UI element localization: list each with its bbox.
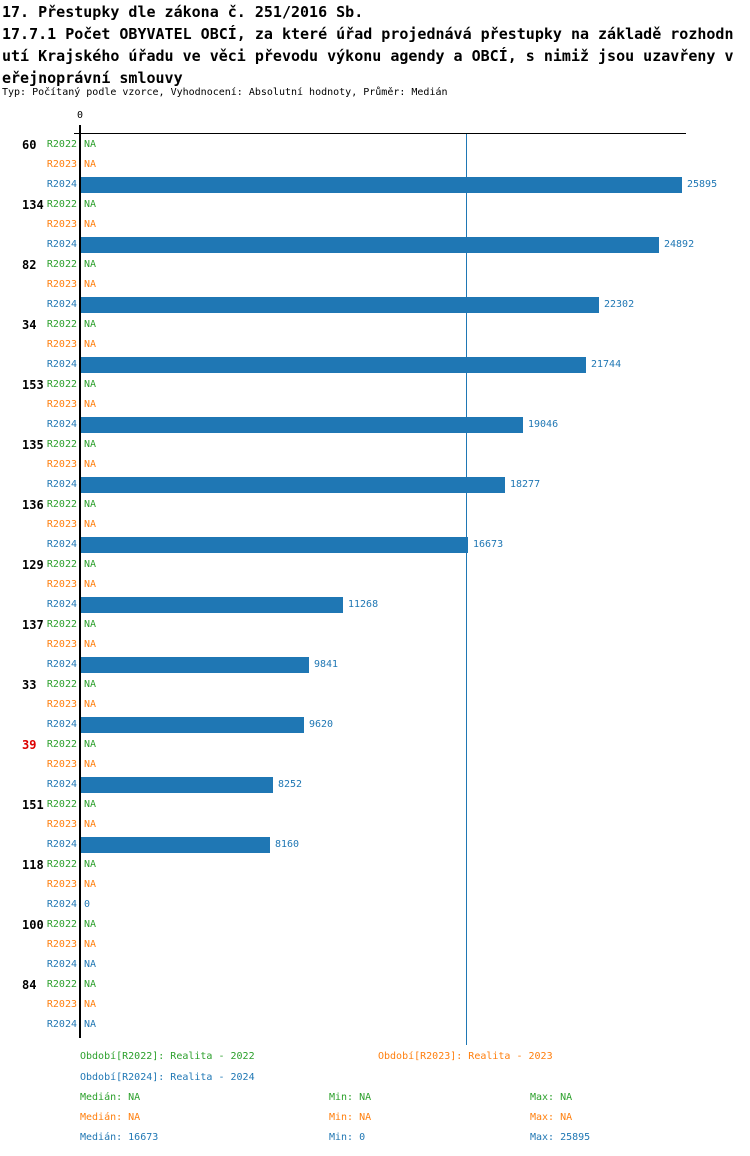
value-bar [81, 297, 599, 313]
series-label: R2024 [46, 1019, 77, 1030]
series-row [0, 835, 750, 855]
series-row [0, 655, 750, 675]
na-value-label: NA [84, 379, 97, 390]
stat-min-r2024: Min: 0 [329, 1132, 366, 1143]
value-bar [81, 237, 659, 253]
series-row [0, 175, 750, 195]
na-value-label: NA [84, 1019, 97, 1030]
na-value-label: NA [84, 679, 97, 690]
series-row [0, 515, 750, 535]
group-label: 137 [22, 618, 44, 632]
series-label: R2023 [46, 699, 77, 710]
bar-group [0, 495, 750, 555]
series-row [0, 535, 750, 555]
na-value-label: NA [84, 219, 97, 230]
series-row [0, 195, 750, 215]
series-row [0, 775, 750, 795]
na-value-label: NA [84, 859, 97, 870]
series-label: R2023 [46, 819, 77, 830]
series-label: R2022 [46, 499, 77, 510]
series-row [0, 135, 750, 155]
legend-item-r2022: Období[R2022]: Realita - 2022 [80, 1051, 255, 1062]
na-value-label: NA [84, 199, 97, 210]
group-label: 118 [22, 858, 44, 872]
value-bar [81, 177, 682, 193]
group-label: 129 [22, 558, 44, 572]
legend-item-r2024: Období[R2024]: Realita - 2024 [80, 1072, 255, 1083]
na-value-label: NA [84, 339, 97, 350]
na-value-label: NA [84, 499, 97, 510]
value-bar [81, 657, 309, 673]
value-bar [81, 777, 273, 793]
na-value-label: NA [84, 739, 97, 750]
na-value-label: NA [84, 939, 97, 950]
series-label: R2024 [46, 299, 77, 310]
na-value-label: NA [84, 459, 97, 470]
series-row [0, 315, 750, 335]
series-row [0, 275, 750, 295]
na-value-label: NA [84, 139, 97, 150]
series-row [0, 475, 750, 495]
value-bar [81, 717, 304, 733]
bar-value-label: 16673 [473, 539, 504, 550]
na-value-label: NA [84, 259, 97, 270]
series-row [0, 455, 750, 475]
series-row [0, 1015, 750, 1035]
group-label: 33 [22, 678, 37, 692]
na-value-label: NA [84, 979, 97, 990]
bar-group [0, 615, 750, 675]
series-label: R2023 [46, 999, 77, 1010]
na-value-label: NA [84, 279, 97, 290]
series-row [0, 415, 750, 435]
series-row [0, 875, 750, 895]
bar-value-label: 22302 [604, 299, 635, 310]
value-bar [81, 537, 468, 553]
series-label: R2023 [46, 459, 77, 470]
series-label: R2022 [46, 619, 77, 630]
stat-max-r2023: Max: NA [530, 1112, 573, 1123]
na-value-label: NA [84, 619, 97, 630]
group-label: 60 [22, 138, 37, 152]
series-label: R2023 [46, 519, 77, 530]
series-row [0, 155, 750, 175]
na-value-label: NA [84, 999, 97, 1010]
series-label: R2023 [46, 759, 77, 770]
stat-min-r2023: Min: NA [329, 1112, 372, 1123]
group-label: 135 [22, 438, 44, 452]
report-subtitle: Typ: Počítaný podle vzorce, Vyhodnocení: Absolutní hodnoty, Průměr: Medián [2, 87, 448, 98]
na-value-label: NA [84, 559, 97, 570]
series-label: R2022 [46, 139, 77, 150]
value-bar [81, 597, 343, 613]
series-row [0, 675, 750, 695]
series-row [0, 435, 750, 455]
bar-group [0, 255, 750, 315]
series-row [0, 395, 750, 415]
group-label: 134 [22, 198, 44, 212]
series-label: R2024 [46, 359, 77, 370]
series-row [0, 935, 750, 955]
series-label: R2024 [46, 959, 77, 970]
series-row [0, 695, 750, 715]
na-value-label: NA [84, 879, 97, 890]
series-label: R2024 [46, 719, 77, 730]
group-label: 39 [22, 738, 37, 752]
bar-group [0, 315, 750, 375]
series-row [0, 815, 750, 835]
na-value-label: NA [84, 519, 97, 530]
bar-group [0, 675, 750, 735]
bar-value-label: 25895 [687, 179, 718, 190]
na-value-label: NA [84, 959, 97, 970]
group-label: 84 [22, 978, 37, 992]
series-label: R2023 [46, 219, 77, 230]
series-row [0, 995, 750, 1015]
stat-max-r2022: Max: NA [530, 1092, 573, 1103]
group-label: 82 [22, 258, 37, 272]
series-row [0, 615, 750, 635]
group-label: 151 [22, 798, 44, 812]
bar-value-label: 18277 [510, 479, 541, 490]
series-row [0, 975, 750, 995]
series-row [0, 555, 750, 575]
series-label: R2022 [46, 319, 77, 330]
na-value-label: NA [84, 319, 97, 330]
bar-value-label: 19046 [528, 419, 559, 430]
group-label: 100 [22, 918, 44, 932]
report-title-line-1: 17. Přestupky dle zákona č. 251/2016 Sb. [2, 3, 364, 21]
series-label: R2022 [46, 979, 77, 990]
series-label: R2023 [46, 579, 77, 590]
series-row [0, 495, 750, 515]
bar-value-label: 24892 [664, 239, 695, 250]
bar-value-label: 8252 [278, 779, 303, 790]
series-label: R2022 [46, 679, 77, 690]
report-title-line-2: 17.7.1 Počet OBYVATEL OBCÍ, za které úřad projednává přestupky na základě rozhodn [2, 25, 734, 43]
bar-group [0, 735, 750, 795]
series-label: R2023 [46, 879, 77, 890]
report-title-line-4: eřejnoprávní smlouvy [2, 69, 183, 87]
series-label: R2024 [46, 479, 77, 490]
series-row [0, 595, 750, 615]
series-label: R2024 [46, 599, 77, 610]
series-row [0, 955, 750, 975]
series-row [0, 255, 750, 275]
series-row [0, 735, 750, 755]
series-row [0, 895, 750, 915]
series-row [0, 635, 750, 655]
bar-value-label: 9620 [309, 719, 334, 730]
series-row [0, 375, 750, 395]
group-label: 153 [22, 378, 44, 392]
series-row [0, 215, 750, 235]
series-label: R2022 [46, 919, 77, 930]
bar-group [0, 855, 750, 915]
bar-group [0, 375, 750, 435]
series-row [0, 355, 750, 375]
series-label: R2022 [46, 259, 77, 270]
series-row [0, 755, 750, 775]
series-label: R2024 [46, 659, 77, 670]
x-axis-line [74, 133, 686, 134]
axis-zero-label: 0 [76, 110, 84, 121]
series-row [0, 855, 750, 875]
bar-group [0, 975, 750, 1035]
bar-value-label: 9841 [314, 659, 339, 670]
stat-median-r2023: Medián: NA [80, 1112, 141, 1123]
bar-value-label: 8160 [275, 839, 300, 850]
legend-item-r2023: Období[R2023]: Realita - 2023 [378, 1051, 553, 1062]
value-bar [81, 477, 505, 493]
na-value-label: NA [84, 819, 97, 830]
stat-median-r2022: Medián: NA [80, 1092, 141, 1103]
na-value-label: NA [84, 639, 97, 650]
na-value-label: NA [84, 799, 97, 810]
value-bar [81, 417, 523, 433]
report-title-line-3: utí Krajského úřadu ve věci převodu výkonu agendy a OBCÍ, s nimiž jsou uzavřeny v [2, 47, 734, 65]
series-label: R2024 [46, 779, 77, 790]
na-value-label: NA [84, 919, 97, 930]
series-label: R2022 [46, 739, 77, 750]
stat-max-r2024: Max: 25895 [530, 1132, 591, 1143]
group-label: 136 [22, 498, 44, 512]
na-value-label: NA [84, 399, 97, 410]
bar-value-label: 21744 [591, 359, 622, 370]
series-label: R2023 [46, 159, 77, 170]
series-label: R2023 [46, 339, 77, 350]
bar-group [0, 555, 750, 615]
value-bar [81, 837, 270, 853]
series-label: R2024 [46, 899, 77, 910]
na-value-label: NA [84, 759, 97, 770]
series-label: R2023 [46, 939, 77, 950]
bar-group [0, 195, 750, 255]
bar-group [0, 795, 750, 855]
series-label: R2024 [46, 539, 77, 550]
series-label: R2022 [46, 859, 77, 870]
na-value-label: NA [84, 579, 97, 590]
na-value-label: NA [84, 699, 97, 710]
series-label: R2023 [46, 279, 77, 290]
series-row [0, 915, 750, 935]
series-label: R2024 [46, 179, 77, 190]
series-row [0, 715, 750, 735]
series-label: R2023 [46, 399, 77, 410]
series-label: R2024 [46, 839, 77, 850]
series-label: R2022 [46, 559, 77, 570]
group-label: 34 [22, 318, 37, 332]
series-row [0, 575, 750, 595]
stat-median-r2024: Medián: 16673 [80, 1132, 159, 1143]
bar-value-label: 11268 [348, 599, 379, 610]
series-row [0, 335, 750, 355]
series-row [0, 795, 750, 815]
na-value-label: NA [84, 159, 97, 170]
series-label: R2022 [46, 799, 77, 810]
series-label: R2024 [46, 419, 77, 430]
series-label: R2022 [46, 199, 77, 210]
series-label: R2022 [46, 439, 77, 450]
value-bar [81, 357, 586, 373]
bar-group [0, 435, 750, 495]
bar-group [0, 915, 750, 975]
series-label: R2023 [46, 639, 77, 650]
series-label: R2024 [46, 239, 77, 250]
na-value-label: NA [84, 439, 97, 450]
bar-group [0, 135, 750, 195]
stat-min-r2022: Min: NA [329, 1092, 372, 1103]
series-row [0, 235, 750, 255]
series-label: R2022 [46, 379, 77, 390]
series-row [0, 295, 750, 315]
zero-value-label: 0 [84, 899, 91, 910]
